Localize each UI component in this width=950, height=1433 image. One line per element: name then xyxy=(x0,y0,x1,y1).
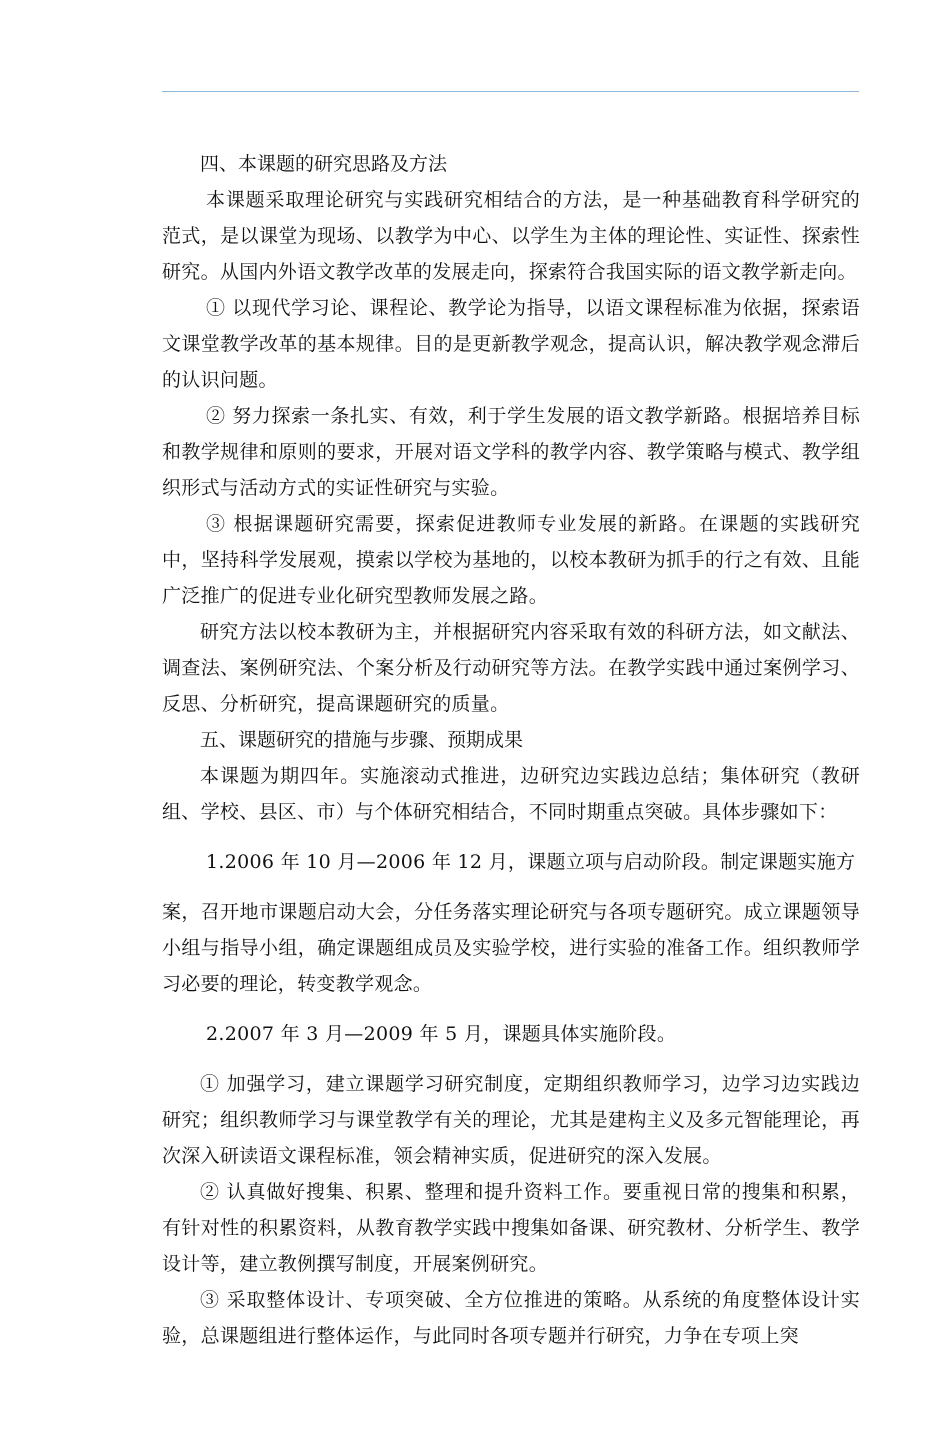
stage-2-point-2: ② 认真做好搜集、积累、整理和提升资料工作。要重视日常的搜集和积累，有针对性的积累资料，从教育教学实践中搜集如备课、研究教材、分析学生、教学设计等，建立教例撰写制度，开展案例研究。 xyxy=(162,1181,860,1275)
section-5-heading: 五、课题研究的措施与步骤、预期成果 xyxy=(200,729,524,751)
stage-2-point-3: ③ 采取整体设计、专项突破、全方位推进的策略。从系统的角度整体设计实验，总课题组进行整体运作，与此同时各项专题并行研究，力争在专项上突 xyxy=(162,1289,860,1347)
section-4-point-3: ③ 根据课题研究需要，探索促进教师专业发展的新路。在课题的实践研究中，坚持科学发展观，摸索以学校为基地的，以校本教研为抓手的行之有效、且能广泛推广的促进专业化研究型教师发展之路。 xyxy=(162,513,860,607)
section-4-point-1: ① 以现代学习论、课程论、教学论为指导，以语文课程标准为依据，探索语文课堂教学改革的基本规律。目的是更新教学观念，提高认识，解决教学观念滞后的认识问题。 xyxy=(162,297,860,391)
section-4-heading: 四、本课题的研究思路及方法 xyxy=(200,153,448,175)
stage-1-first-line: 1.2006 年 10 月—2006 年 12 月，课题立项与启动阶段。制定课题实施方 xyxy=(206,851,856,873)
stage-2-point-1: ① 加强学习，建立课题学习研究制度，定期组织教师学习，边学习边实践边研究；组织教师学习与课堂教学有关的理论，尤其是建构主义及多元智能理论，再次深入研读语文课程标准，领会精神实质，促进研究的深入发展。 xyxy=(162,1073,860,1167)
header-rule xyxy=(162,91,859,92)
section-5-intro: 本课题为期四年。实施滚动式推进，边研究边实践边总结；集体研究（教研组、学校、县区、市）与个体研究相结合，不同时期重点突破。具体步骤如下： xyxy=(162,765,860,823)
section-4-intro: 本课题采取理论研究与实践研究相结合的方法，是一种基础教育科学研究的范式，是以课堂为现场、以教学为中心、以学生为主体的理论性、实证性、探索性研究。从国内外语文教学改革的发展走向，探索符合我国实际的语文教学新走向。 xyxy=(162,189,860,283)
document-body xyxy=(162,146,860,1354)
stage-1-rest: 案，召开地市课题启动大会，分任务落实理论研究与各项专题研究。成立课题领导小组与指导小组，确定课题组成员及实验学校，进行实验的准备工作。组织教师学习必要的理论，转变教学观念。 xyxy=(162,901,860,995)
stage-2-heading: 2.2007 年 3 月—2009 年 5 月，课题具体实施阶段。 xyxy=(206,1023,677,1045)
section-4-methods: 研究方法以校本教研为主，并根据研究内容采取有效的科研方法，如文献法、调查法、案例研究法、个案分析及行动研究等方法。在教学实践中通过案例学习、反思、分析研究，提高课题研究的质量。 xyxy=(162,621,860,715)
section-4-point-2: ② 努力探索一条扎实、有效，利于学生发展的语文教学新路。根据培养目标和教学规律和原则的要求，开展对语文学科的教学内容、教学策略与模式、教学组织形式与活动方式的实证性研究与实验。 xyxy=(162,405,860,499)
